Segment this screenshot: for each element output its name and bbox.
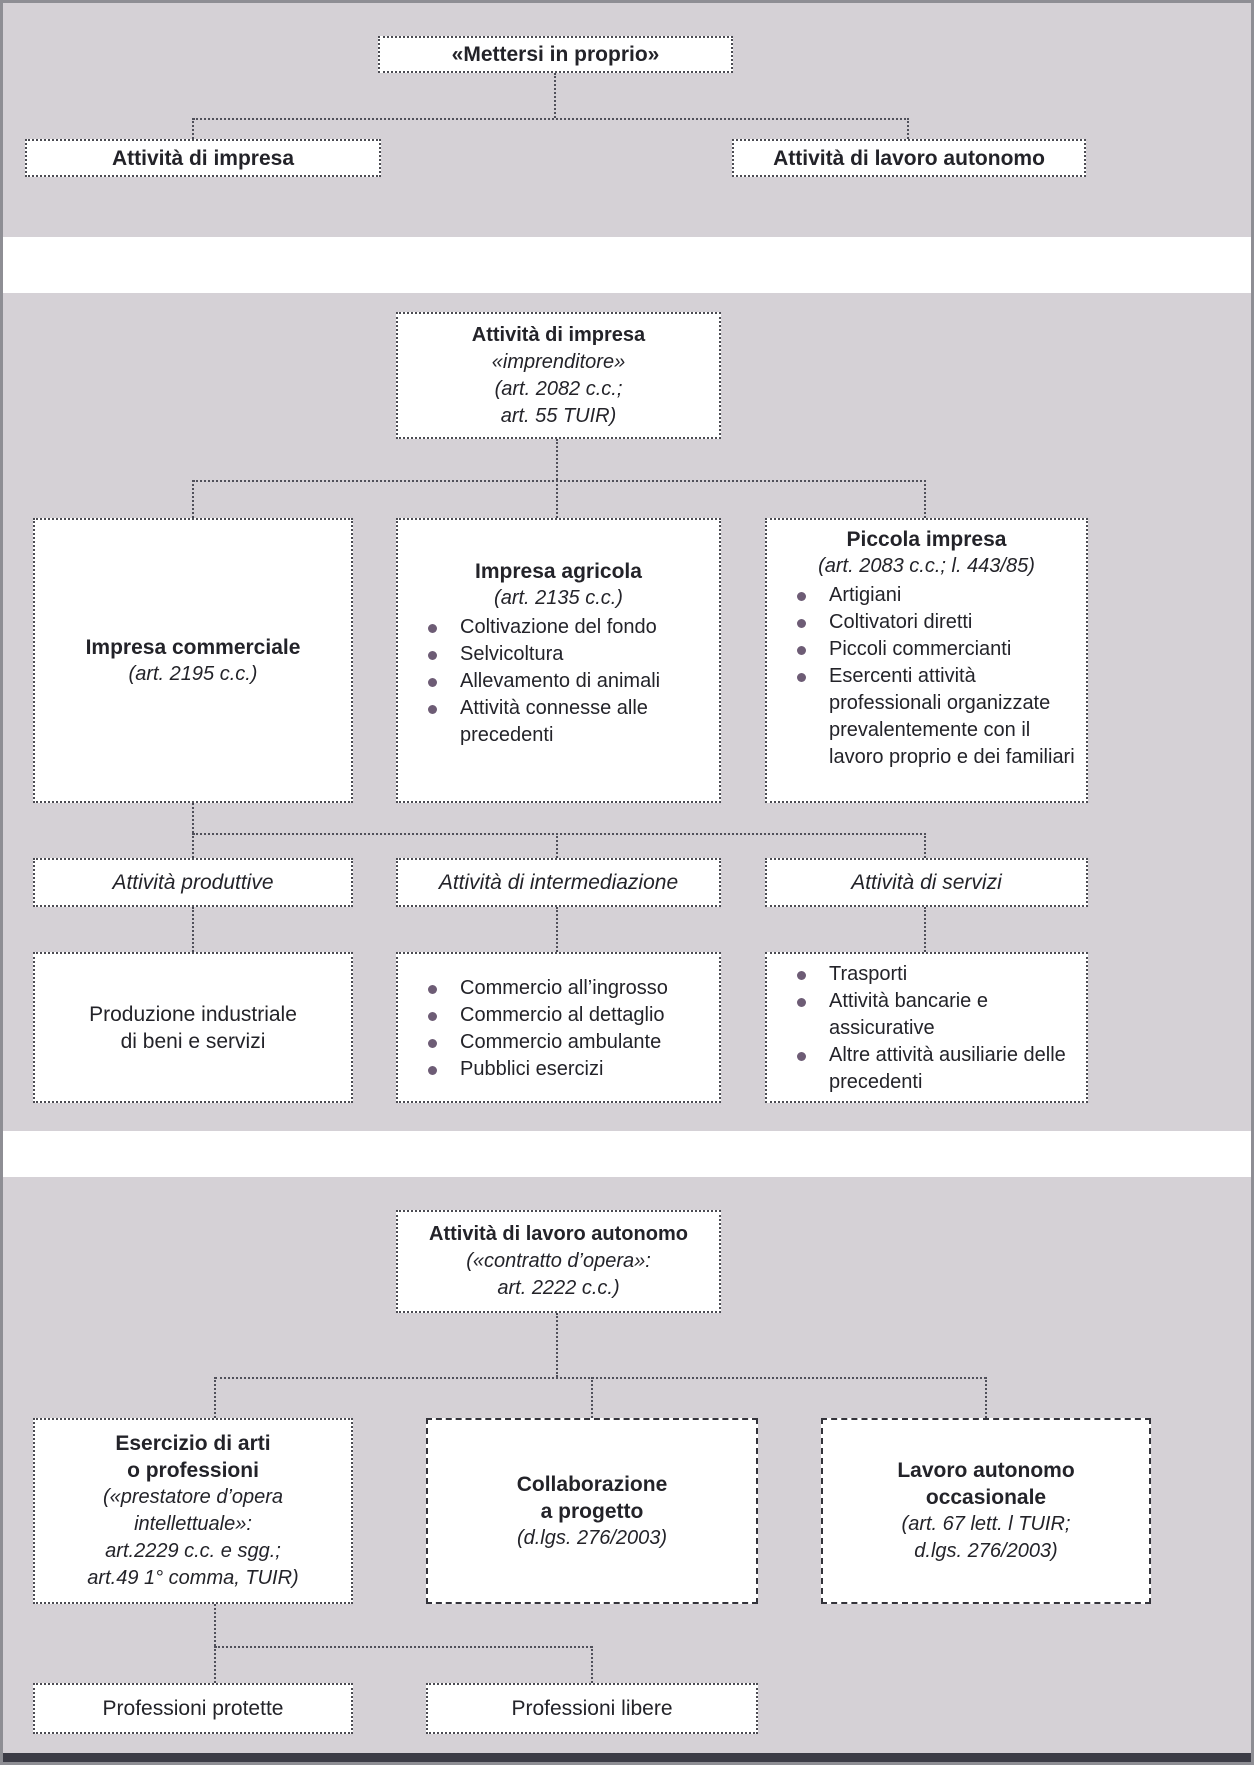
lavoro-autonomo-header-box (396, 1210, 721, 1313)
list-item: Esercenti attività professionali organizzate prevalentemente con il lavoro proprio e dei familiari (767, 663, 1086, 771)
commerciale-subtitle: (art. 2195 c.c.) (128, 662, 258, 685)
connector-vline-label2 (556, 833, 558, 858)
connector-vline-libere (591, 1646, 593, 1683)
root-title: «Mettersi in proprio» (451, 43, 660, 66)
bottom-strip (3, 1753, 1251, 1762)
connector-vline-root (554, 73, 556, 118)
servizi-text: Attività di servizi (851, 871, 1002, 894)
impresa-header-line2: (art. 2082 c.c.; (494, 377, 623, 400)
occasionale-title1: Lavoro autonomo (897, 1459, 1075, 1482)
servizi-list (767, 961, 1086, 1096)
autonomo-header-line2: art. 2222 c.c.) (497, 1277, 620, 1299)
attivita-impresa-branch-box (25, 139, 381, 177)
collaborazione-title2: a progetto (540, 1499, 644, 1523)
list-item: Trasporti (767, 961, 1086, 988)
list-item: Commercio all’ingrosso (398, 975, 719, 1002)
impresa-header-line3: art. 55 TUIR) (500, 404, 617, 427)
protette-text: Professioni protette (102, 1697, 284, 1720)
arti-title1: Esercizio di arti (115, 1432, 271, 1455)
connector-vline-collaborazione (591, 1377, 593, 1418)
list-item: Coltivazione del fondo (398, 614, 719, 641)
commerciale-title: Impresa commerciale (85, 635, 301, 659)
connector-vline-label3 (924, 833, 926, 858)
branch-left-label: Attività di impresa (111, 146, 295, 170)
libere-text: Professioni libere (511, 1697, 673, 1720)
collaborazione-title1: Collaborazione (516, 1472, 668, 1496)
connector-vline-col1 (192, 480, 194, 518)
list-item: Selvicoltura (398, 641, 719, 668)
list-item: Commercio al dettaglio (398, 1002, 719, 1029)
lavoro-occasionale-box (821, 1418, 1151, 1604)
piccola-impresa-box (765, 518, 1088, 803)
connector-vline-branch-right (907, 118, 909, 139)
agricola-subtitle: (art. 2135 c.c.) (494, 587, 623, 609)
connector-vline-label1 (192, 833, 194, 858)
autonomo-header-line1: («contratto d’opera»: (466, 1250, 651, 1272)
connector-vline-det3 (924, 907, 926, 952)
list-item: Commercio ambulante (398, 1029, 719, 1056)
piccola-subtitle: (art. 2083 c.c.; l. 443/85) (818, 555, 1035, 577)
professioni-libere-box (426, 1683, 758, 1734)
produttive-text: Attività produttive (112, 871, 274, 894)
piccola-title: Piccola impresa (846, 528, 1007, 551)
mettersi-in-proprio-box (378, 36, 733, 73)
attivita-lavoro-autonomo-branch-box (732, 139, 1086, 177)
list-item: Altre attività ausiliarie delle precedenti (767, 1042, 1086, 1096)
connector-hline-root (193, 118, 909, 120)
connector-vline-impresa (556, 439, 558, 480)
impresa-header-line1: «imprenditore» (491, 350, 626, 373)
list-item: Artigiani (767, 582, 1086, 609)
list-item: Attività bancarie e assicurative (767, 988, 1086, 1042)
piccola-list (767, 582, 1086, 771)
impresa-agricola-box (396, 518, 721, 803)
list-item: Attività connesse alle precedenti (398, 695, 719, 749)
occasionale-sub1: (art. 67 lett. l TUIR; (901, 1513, 1071, 1535)
produzione-line2: di beni e servizi (120, 1029, 266, 1053)
list-item: Coltivatori diretti (767, 609, 1086, 636)
commercio-list-box (396, 952, 721, 1103)
attivita-intermediazione-label (396, 858, 721, 907)
connector-vline-arti (214, 1377, 216, 1418)
connector-vline-occasionale (985, 1377, 987, 1418)
arti-sub3: art.2229 c.c. e sgg.; (105, 1540, 281, 1562)
list-item: Allevamento di animali (398, 668, 719, 695)
commercio-list (398, 975, 719, 1083)
connector-vline-protette (214, 1646, 216, 1683)
intermediazione-text: Attività di intermediazione (438, 871, 679, 894)
agricola-title: Impresa agricola (475, 560, 642, 583)
impresa-commerciale-box (33, 518, 353, 803)
attivita-produttive-label (33, 858, 353, 907)
connector-vline-det1 (192, 907, 194, 952)
attivita-servizi-label (765, 858, 1088, 907)
list-item: Pubblici esercizi (398, 1056, 719, 1083)
connector-vline-autonomo (556, 1313, 558, 1377)
collaborazione-sub1: (d.lgs. 276/2003) (516, 1526, 668, 1549)
connector-vline-branch-left (192, 118, 194, 139)
connector-hline-impresa (193, 480, 926, 482)
list-item: Piccoli commercianti (767, 636, 1086, 663)
connector-hline-autonomo (215, 1377, 986, 1379)
occasionale-title2: occasionale (925, 1486, 1047, 1509)
arti-title2: o professioni (127, 1459, 259, 1482)
professioni-protette-box (33, 1683, 353, 1734)
autonomo-header-title: Attività di lavoro autonomo (429, 1223, 688, 1245)
connector-vline-det2 (556, 907, 558, 952)
arti-sub4: art.49 1° comma, TUIR) (87, 1567, 299, 1589)
esercizio-arti-box (33, 1418, 353, 1604)
connector-vline-col3 (924, 480, 926, 518)
servizi-list-box (765, 952, 1088, 1103)
agricola-list (398, 614, 719, 749)
arti-sub1: («prestatore d’opera (102, 1486, 284, 1508)
produzione-line1: Produzione industriale (89, 1002, 297, 1026)
connector-vline-col2 (556, 480, 558, 518)
arti-sub2: intellettuale»: (134, 1513, 252, 1535)
produzione-industriale-box (33, 952, 353, 1103)
branch-right-label: Attività di lavoro autonomo (773, 146, 1045, 170)
impresa-header-title: Attività di impresa (471, 323, 646, 346)
connector-vline-arti-down (214, 1604, 216, 1646)
impresa-header-box (396, 312, 721, 439)
connector-vline-commerciale-down (192, 803, 194, 833)
occasionale-sub2: d.lgs. 276/2003) (914, 1540, 1058, 1562)
connector-hline-professioni (215, 1646, 592, 1648)
collaborazione-progetto-box (426, 1418, 758, 1604)
connector-hline-labels (193, 833, 926, 835)
